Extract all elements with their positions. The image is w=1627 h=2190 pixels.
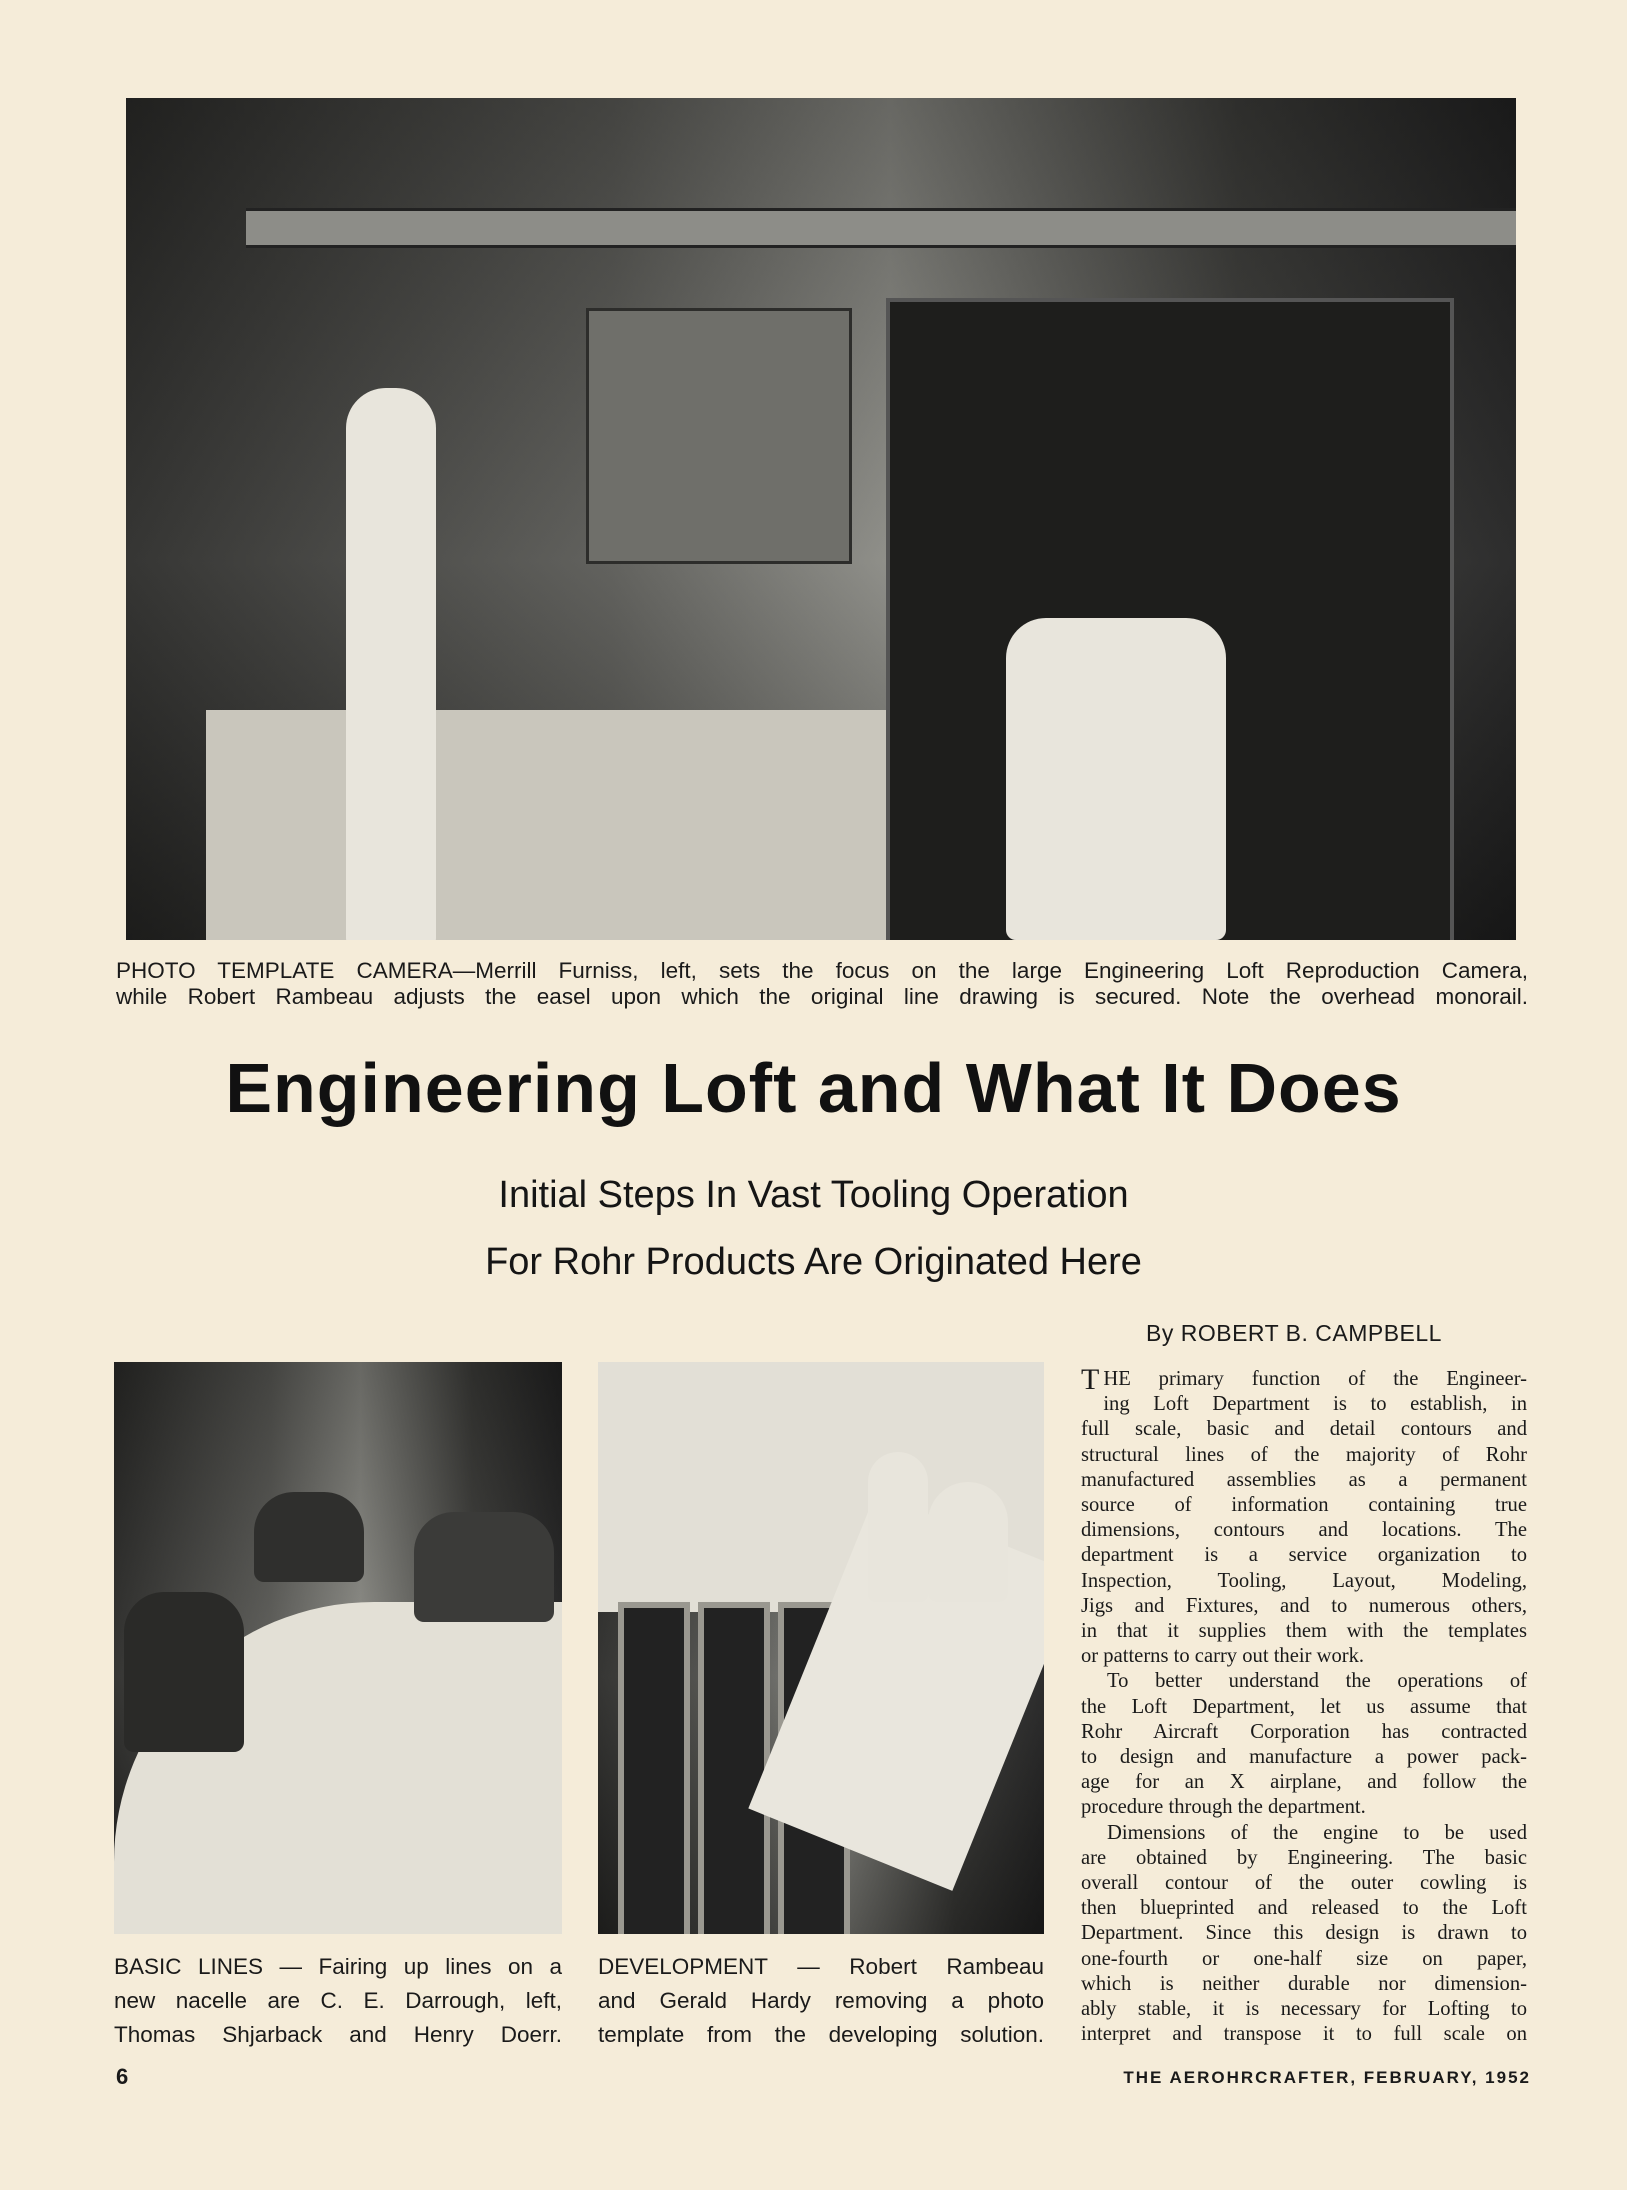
basic-lines-caption	[114, 1950, 562, 2052]
article-line: full scale, basic and detail contours and	[1081, 1418, 1527, 1441]
headline: Engineering Loft and What It Does	[225, 1049, 1402, 1127]
photo-template-camera-photo	[126, 98, 1516, 940]
caption-line: new nacelle are C. E. Darrough, left,	[114, 1988, 562, 2013]
article-line: interpret and transpose it to full scale on	[1081, 2023, 1527, 2046]
article-body	[1081, 1363, 1527, 2047]
article-line: dimensions, contours and locations. The	[1081, 1519, 1527, 1542]
article-line: are obtained by Engineering. The basic	[1081, 1846, 1527, 1869]
article-line: structural lines of the majority of Rohr	[1081, 1443, 1527, 1466]
subhead-line-2: For Rohr Products Are Originated Here	[485, 1241, 1142, 1283]
development-photo	[598, 1362, 1044, 1934]
article-line: to design and manufacture a power pack-	[1081, 1746, 1527, 1769]
article-line: overall contour of the outer cowling is	[1081, 1872, 1527, 1895]
camera-body	[586, 308, 852, 564]
article-line: Jigs and Fixtures, and to numerous others,	[1081, 1594, 1527, 1617]
article-line: manufactured assemblies as a permanent	[1081, 1468, 1527, 1491]
floor	[206, 710, 926, 940]
caption-line: Thomas Shjarback and Henry Doerr.	[114, 2022, 562, 2047]
article-line: Dimensions of the engine to be used	[1107, 1821, 1527, 1844]
article-line: Rohr Aircraft Corporation has contracted	[1081, 1720, 1527, 1743]
article-line: age for an X airplane, and follow the	[1081, 1771, 1527, 1794]
page-number: 6	[116, 2064, 129, 2089]
article-line: HE primary function of the Engineer-	[1103, 1368, 1527, 1390]
article-line: department is a service organization to	[1081, 1544, 1527, 1567]
person-left-figure	[346, 388, 436, 940]
developing-tray	[618, 1602, 690, 1934]
article-line: Inspection, Tooling, Layout, Modeling,	[1081, 1569, 1527, 1592]
article-line: in that it supplies them with the templates	[1081, 1620, 1527, 1643]
article-line: one-fourth or one-half size on paper,	[1081, 1947, 1527, 1970]
article-line: ing Loft Department is to establish, in	[1103, 1393, 1527, 1416]
article-line: or patterns to carry out their work.	[1081, 1645, 1365, 1668]
caption-line: PHOTO TEMPLATE CAMERA—Merrill Furniss, left, sets the focus on the large Engineering Loft Reproduction Camera,	[116, 958, 1528, 983]
top-photo-caption	[116, 958, 1528, 1010]
article-line: source of information containing true	[1081, 1494, 1527, 1517]
article-line: procedure through the department.	[1081, 1796, 1366, 1819]
caption-line: template from the developing solution.	[598, 2022, 1044, 2047]
article-line: then blueprinted and released to the Loft	[1081, 1897, 1527, 1920]
article-line: Department. Since this design is drawn to	[1081, 1922, 1527, 1945]
person-right-figure	[1006, 618, 1226, 940]
development-caption	[598, 1950, 1044, 2052]
caption-line: while Robert Rambeau adjusts the easel upon which the original line drawing is secured. Note the overhead monorail.	[116, 984, 1528, 1009]
person-figure	[928, 1482, 1008, 1602]
person-figure	[868, 1452, 928, 1602]
drop-cap: T	[1081, 1363, 1100, 1396]
person-figure	[124, 1592, 244, 1752]
caption-line: BASIC LINES — Fairing up lines on a	[114, 1954, 562, 1979]
overhead-monorail	[246, 208, 1516, 248]
basic-lines-photo	[114, 1362, 562, 1934]
caption-line: and Gerald Hardy removing a photo	[598, 1988, 1044, 2013]
byline: By ROBERT B. CAMPBELL	[1146, 1320, 1442, 1346]
person-figure	[254, 1492, 364, 1582]
person-figure	[414, 1512, 554, 1622]
caption-line: DEVELOPMENT — Robert Rambeau	[598, 1954, 1044, 1979]
subhead-line-1: Initial Steps In Vast Tooling Operation	[498, 1174, 1129, 1216]
article-line: the Loft Department, let us assume that	[1081, 1695, 1527, 1718]
article-line: ably stable, it is necessary for Lofting to	[1081, 1998, 1527, 2021]
article-line: To better understand the operations of	[1107, 1670, 1527, 1693]
article-line: which is neither durable nor dimension-	[1081, 1972, 1527, 1995]
developing-tray	[698, 1602, 770, 1934]
magazine-footer: THE AEROHRCRAFTER, FEBRUARY, 1952	[1123, 2068, 1531, 2087]
